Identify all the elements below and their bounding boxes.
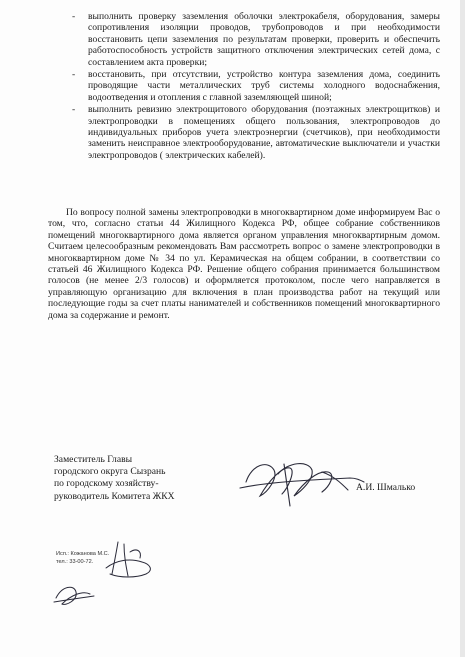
bullet-dash: -: [72, 104, 76, 116]
signatory-name: А.И. Шмалько: [356, 482, 416, 493]
bullet-text: выполнить проверку заземления оболочки электрокабеля, оборудования, замеры сопротивления изоляции проводов, трубопроводов и при необходимости восстановить цепи заземления по результатам проверки, проверить и обеспечить работоспособность устройств защитного отключения электрических сетей дома, с составлением акта проверки;: [88, 11, 440, 68]
executor-phone: тел.: 33-00-72.: [56, 559, 94, 565]
bullet-text: восстановить, при отсутствии, устройство контура заземления дома, соединить проводящие части металлических труб системы холодного водоснабжения, водоотведения и отопления с главной заземляющей шиной;: [88, 69, 440, 103]
executor-signature: [52, 580, 96, 610]
signatory-line: Заместитель Главы: [54, 454, 133, 465]
bullet-item: [66, 104, 440, 161]
bullet-dash: -: [72, 69, 76, 81]
bullet-list: [66, 11, 440, 162]
handwritten-signature: [238, 452, 368, 510]
bullet-text: выполнить ревизию электрощитового оборудования (поэтажных электрощитков) и электропроводки в помещениях общего пользования, электропроводов до индивидуальных приборов учета электроэнергии (счетчиков), при необходимости заменить неисправное электрооборудование, автоматические выключатели и участки электропроводов ( электрических кабелей).: [88, 104, 440, 161]
signatory-line: по городскому хозяйству-: [54, 478, 159, 490]
executor-info: [56, 550, 109, 566]
bullet-item: [66, 11, 440, 68]
bullet-item: [66, 69, 440, 103]
page-edge: [460, 0, 465, 657]
body-paragraph: По вопросу полной замены электропроводки в многоквартирном доме информируем Вас о том, что, согласно статьи 44 Жилищного Кодекса РФ, общее собрание собственников помещений многоквартирного дома является органом управления многоквартирным домом. Считаем целесообразным рекомендовать Вам рассмотреть вопрос о замене электропроводки в многоквартирном доме № 34 по ул. Керамическая на общем собрании, в соответствии со статьей 46 Жилищного Кодекса РФ. Решение общего собрания принимается большинством голосов (не менее 2/3 голосов) и оформляется протоколом, после чего направляется в управляющую организацию для включения в план производства работ на текущий или последующие годы за счет платы нанимателей и собственников помещений многоквартирного дома за содержание и ремонт.: [48, 207, 440, 321]
bullet-dash: -: [72, 11, 76, 22]
executor-name: Исп.: Кожанова М.С.: [56, 551, 110, 557]
signatory-line: городского округа Сызрань: [54, 466, 166, 478]
signatory-line: руководитель Комитета ЖКХ: [54, 490, 175, 502]
